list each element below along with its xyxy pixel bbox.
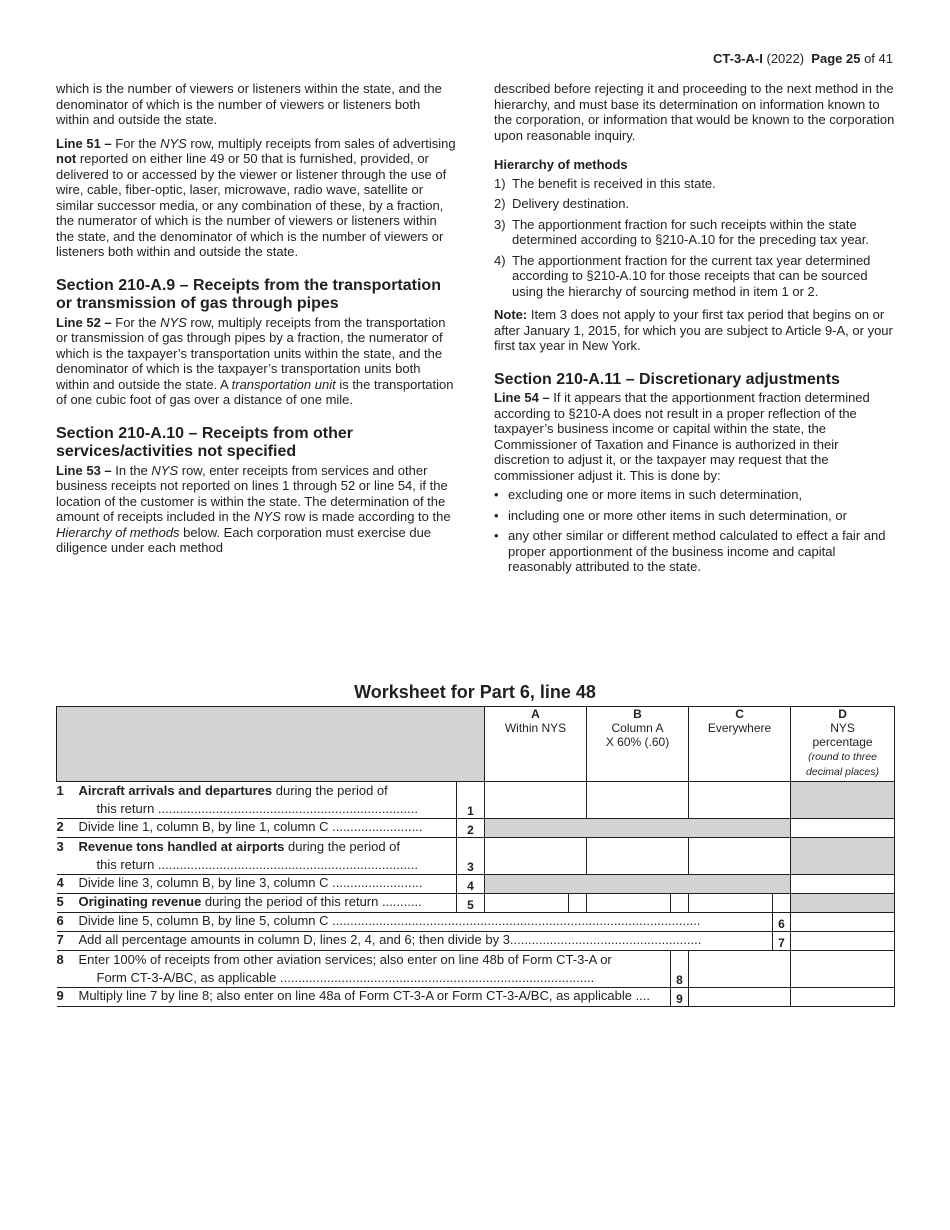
line-51-label: Line 51 –	[56, 135, 112, 151]
right-column	[494, 81, 896, 580]
line-3-col-a-input[interactable]	[485, 838, 587, 875]
section-210-a9-heading: Section 210-A.9 – Receipts from the transportation or transmission of gas through pipes	[56, 276, 441, 312]
hierarchy-list	[494, 176, 896, 300]
line-ref: 9	[671, 988, 689, 1007]
page-header	[713, 51, 893, 66]
line-ref: 1	[457, 782, 485, 819]
line-ref: 6	[773, 913, 791, 932]
line-1-col-c-input[interactable]	[689, 782, 791, 819]
section-210-a11-heading: Section 210-A.11 – Discretionary adjustments	[494, 370, 840, 388]
form-year: (2022)	[766, 51, 805, 66]
line-1-col-b-input[interactable]	[587, 782, 689, 819]
hierarchy-item: 4) The apportionment fraction for the current tax year determined according to §210-A.10 for those receipts that can be sourced using the hierarchy of sourcing method in item 1 or 2.	[494, 252, 871, 299]
line-6-col-d-input[interactable]	[791, 913, 895, 932]
line-ref: 7	[773, 932, 791, 951]
left-column	[56, 81, 456, 564]
line-1-col-a-input[interactable]	[485, 782, 587, 819]
page-total: of 41	[864, 51, 893, 66]
column-a-header: A Within NYS	[485, 707, 587, 782]
line-ref: 4	[457, 875, 485, 894]
line-54-instructions: Line 54 – If it appears that the apportionment fraction determined according to §210-A does not result in a proper reflection of the taxpayer’s business income or capital within the state, the Commissioner of Taxation and Finance is authorized in their discretion to adjust it, or the taxpayer may request that the commissioner adjust it. This is done by:	[494, 390, 870, 483]
worksheet-line-7: 7 Add all percentage amounts in column D, lines 2, 4, and 6; then divide by 3..................................................... 7	[57, 932, 895, 951]
line-3-col-b-input[interactable]	[587, 838, 689, 875]
worksheet-line-3: 3 Revenue tons handled at airports during the period of this return ........................................................................ 3	[57, 838, 895, 875]
column-d-header: D NYS percentage (round to three decimal places)	[791, 707, 895, 782]
line-3-col-c-input[interactable]	[689, 838, 791, 875]
line-5-col-a-input[interactable]	[485, 894, 569, 913]
line-7-col-d-input[interactable]	[791, 932, 895, 951]
line-4-col-d-input[interactable]	[791, 875, 895, 894]
bullet-item: • including one or more other items in such determination, or	[494, 507, 847, 523]
worksheet-header-row	[57, 707, 895, 782]
adjustment-bullets	[494, 487, 896, 575]
line-2-col-d-input[interactable]	[791, 819, 895, 838]
worksheet-line-8: 8 Enter 100% of receipts from other aviation services; also enter on line 48b of Form CT-3-A or Form CT-3-A/BC, as applicable ....................................................................................... 8	[57, 951, 895, 988]
line-ref: 5	[457, 894, 485, 913]
column-b-header: B Column A X 60% (.60)	[587, 707, 689, 782]
form-number: CT-3-A-I	[713, 51, 763, 66]
line-52-instructions: Line 52 – For the NYS row, multiply receipts from the transportation or transmission of gas through pipes by a fraction, the numerator of which is the taxpayer’s transportation units within the state, and the denominator of which is the taxpayer’s transportation units both within and outside the state. A transportation unit is the transportation of one cubic foot of gas over a distance of one mile.	[56, 314, 454, 407]
line-5-col-b-input[interactable]	[587, 894, 671, 913]
hierarchy-item: 2) Delivery destination.	[494, 196, 630, 211]
line-51-instructions: Line 51 – For the NYS row, multiply receipts from sales of advertising not reported on either line 49 or 50 that is furnished, provided, or delivered to or accessed by the viewer or listener through the use of wire, cable, fiber-optic, laser, microwave, radio wave, satellite or similar successor media, or any combination of these, by a fraction, the numerator of which is the number of viewers or listeners within the state, and the denominator of which is the number of viewers or listeners both within and outside the state.	[56, 135, 456, 259]
hierarchy-heading: Hierarchy of methods	[494, 157, 628, 172]
worksheet-table	[56, 706, 895, 1007]
bullet-item: • any other similar or different method calculated to effect a fair and proper apportionment of the business income and capital reasonably attributed to the state.	[494, 528, 886, 574]
hierarchy-item: 1) The benefit is received in this state.	[494, 175, 716, 191]
line-ref: 2	[457, 819, 485, 838]
worksheet-line-1: 1 Aircraft arrivals and departures during the period of this return ........................................................................ 1	[57, 782, 895, 819]
page-number: Page 25	[811, 51, 861, 66]
line-53-label: Line 53 –	[56, 462, 112, 478]
header-blank	[57, 707, 485, 782]
column-c-header: C Everywhere	[689, 707, 791, 782]
section-210-a10-heading: Section 210-A.10 – Receipts from other services/activities not specified	[56, 424, 353, 460]
line-54-label: Line 54 –	[494, 390, 550, 405]
line-52-label: Line 52 –	[56, 314, 112, 330]
line-53-instructions: Line 53 – In the NYS row, enter receipts from services and other business receipts not reported on lines 1 through 52 or line 54, if the location of the customer is within the state. The determination of the amount of receipts included in the NYS row is made according to the Hierarchy of methods below. Each corporation must exercise due diligence under each method	[56, 462, 451, 555]
worksheet-title: Worksheet for Part 6, line 48	[354, 682, 596, 702]
bullet-item: • excluding one or more items in such determination,	[494, 487, 803, 502]
line-ref: 3	[457, 838, 485, 875]
hierarchy-item: 3) The apportionment fraction for such receipts within the state determined according to §210-A.10 for the preceding tax year.	[494, 216, 869, 247]
line-ref: 8	[671, 951, 689, 988]
worksheet-line-4: 4 Divide line 3, column B, by line 3, column C ......................... 4	[57, 875, 895, 894]
worksheet-line-5: 5 Originating revenue during the period of this return ........... 5	[57, 894, 895, 913]
note-paragraph: Note: Item 3 does not apply to your first tax period that begins on or after January 1, 2015, for which you are subject to Article 9-A, or your first tax year in New York.	[494, 307, 893, 353]
worksheet-line-9: 9 Multiply line 7 by line 8; also enter on line 48a of Form CT-3-A or Form CT-3-A/BC, as applicable .... 9	[57, 988, 895, 1007]
paragraph-continued-right: described before rejecting it and proceeding to the next method in the hierarchy, and must base its determination on information known to the corporation, or information that would be known to the corporation upon reasonable inquiry.	[494, 81, 895, 143]
line-5-col-c-input[interactable]	[689, 894, 773, 913]
worksheet-line-2: 2 Divide line 1, column B, by line 1, column C ......................... 2	[57, 819, 895, 838]
line-9-amount-input[interactable]	[689, 988, 791, 1007]
paragraph-continued: which is the number of viewers or listeners within the state, and the denominator of which is the number of viewers or listeners both within and outside the state.	[56, 81, 442, 127]
line-8-amount-input[interactable]	[689, 951, 791, 988]
worksheet-line-6: 6 Divide line 5, column B, by line 5, column C ...................................................................................................... 6	[57, 913, 895, 932]
